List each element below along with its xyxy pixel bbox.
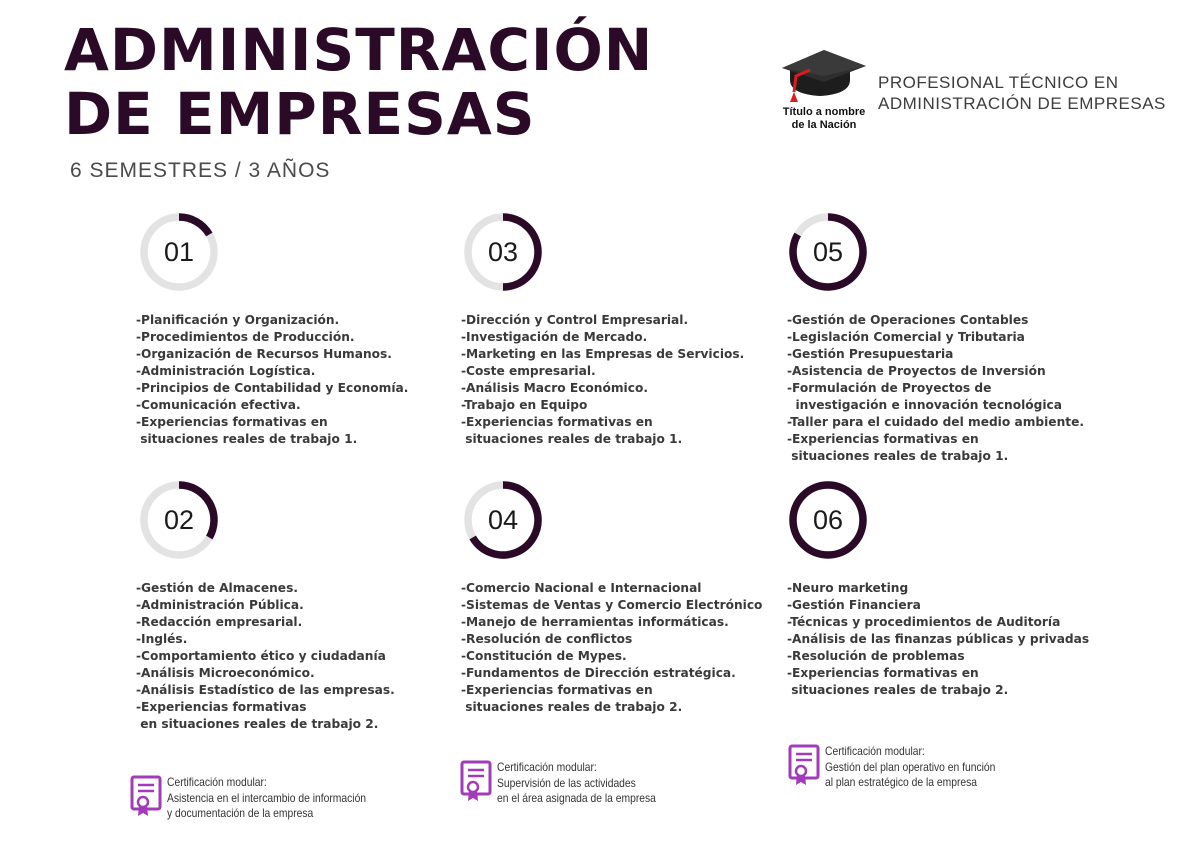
course-item: -Planificación y Organización.: [136, 313, 340, 327]
course-item: -Neuro marketing: [787, 581, 909, 595]
progress-ring: [786, 478, 870, 562]
page-title: [64, 18, 653, 146]
course-item: -Legislación Comercial y Tributaria: [787, 330, 1025, 344]
course-item: -Comportamiento ético y ciudadanía: [136, 649, 386, 663]
course-item: -Administración Logística.: [136, 364, 316, 378]
certification-line: al plan estratégico de la empresa: [825, 775, 978, 789]
certification-modular-2: [460, 760, 780, 820]
progress-ring: [461, 210, 545, 294]
course-item: situaciones reales de trabajo 1.: [461, 432, 683, 446]
certification-line: Asistencia en el intercambio de información: [167, 790, 367, 805]
course-list: [461, 580, 762, 716]
course-list: [136, 312, 408, 448]
certification-line: Supervisión de las actividades: [497, 775, 636, 790]
degree-title: [878, 72, 1166, 114]
certification-text: [497, 760, 656, 807]
course-item: -Experiencias formativas en: [136, 415, 328, 429]
course-list: [461, 312, 744, 448]
course-item: -Manejo de herramientas informáticas.: [461, 615, 729, 629]
course-item: -Experiencias formativas en: [787, 432, 979, 446]
progress-ring: [137, 210, 221, 294]
course-item: -Taller para el cuidado del medio ambiente.: [787, 415, 1084, 429]
course-item: -Gestión Presupuestaria: [787, 347, 954, 361]
certification-label: Certificación modular:: [497, 760, 597, 774]
course-item: -Investigación de Mercado.: [461, 330, 648, 344]
progress-ring: [786, 210, 870, 294]
certificate-icon: [788, 744, 820, 786]
degree-caption: [772, 106, 876, 132]
certification-modular-3: [788, 744, 1108, 804]
course-item: situaciones reales de trabajo 2.: [787, 683, 1009, 697]
course-item: -Experiencias formativas en: [787, 666, 979, 680]
course-item: -Coste empresarial.: [461, 364, 596, 378]
course-item: -Inglés.: [136, 632, 188, 646]
course-item: -Administración Pública.: [136, 598, 304, 612]
course-item: -Procedimientos de Producción.: [136, 330, 355, 344]
course-item: -Experiencias formativas en: [461, 415, 653, 429]
certification-text: [167, 775, 366, 822]
course-item: -Formulación de Proyectos de: [787, 381, 992, 395]
graduation-cap-icon: [780, 46, 866, 106]
course-item: -Gestión de Almacenes.: [136, 581, 298, 595]
certification-modular-1: [130, 775, 450, 835]
degree-caption-line-2: de la Nación: [791, 119, 857, 131]
degree-caption-line-1: Título a nombre: [782, 106, 866, 118]
course-item: -Gestión Financiera: [787, 598, 921, 612]
semester-number: 02: [163, 505, 195, 535]
course-item: -Gestión de Operaciones Contables: [787, 313, 1029, 327]
course-item: -Sistemas de Ventas y Comercio Electrónico: [461, 598, 763, 612]
course-item: -Constitución de Mypes.: [461, 649, 627, 663]
course-item: situaciones reales de trabajo 1.: [136, 432, 358, 446]
course-item: -Principios de Contabilidad y Economía.: [136, 381, 409, 395]
course-list: [136, 580, 395, 733]
course-item: -Marketing en las Empresas de Servicios.: [461, 347, 745, 361]
course-item: -Asistencia de Proyectos de Inversión: [787, 364, 1046, 378]
course-list: [787, 580, 1089, 699]
certificate-icon: [130, 775, 162, 817]
certification-label: Certificación modular:: [825, 744, 925, 758]
course-item: -Análisis Microeconómico.: [136, 666, 315, 680]
course-item: investigación e innovación tecnológica: [787, 398, 1062, 412]
certification-line: y documentación de la empresa: [167, 806, 314, 820]
semester-number: 01: [163, 237, 195, 267]
course-list: [787, 312, 1084, 465]
course-item: -Análisis Estadístico de las empresas.: [136, 683, 395, 697]
certification-label: Certificación modular:: [167, 775, 267, 789]
course-item: -Trabajo en Equipo: [461, 398, 588, 412]
semester-number: 04: [487, 505, 519, 535]
course-item: -Experiencias formativas: [136, 700, 307, 714]
degree-badge: [772, 42, 1182, 142]
certification-text: [825, 744, 995, 791]
course-item: -Análisis de las finanzas públicas y privadas: [787, 632, 1090, 646]
course-item: en situaciones reales de trabajo 2.: [136, 717, 379, 731]
certification-line: Gestión del plan operativo en función: [825, 759, 996, 774]
course-item: -Redacción empresarial.: [136, 615, 303, 629]
title-line-1: ADMINISTRACIÓN: [64, 16, 654, 84]
course-item: -Resolución de conflictos: [461, 632, 633, 646]
course-item: situaciones reales de trabajo 1.: [787, 449, 1009, 463]
semester-number: 03: [487, 237, 519, 267]
course-item: -Técnicas y procedimientos de Auditoría: [787, 615, 1061, 629]
course-item: -Comercio Nacional e Internacional: [461, 581, 702, 595]
course-item: -Resolución de problemas: [787, 649, 965, 663]
semester-number: 06: [812, 505, 844, 535]
semester-number: 05: [812, 237, 844, 267]
degree-title-line-1: PROFESIONAL TÉCNICO EN: [878, 73, 1119, 92]
certificate-icon: [460, 760, 492, 802]
course-item: -Experiencias formativas en: [461, 683, 653, 697]
course-item: -Dirección y Control Empresarial.: [461, 313, 689, 327]
title-line-2: DE EMPRESAS: [64, 80, 536, 148]
progress-ring: [137, 478, 221, 562]
progress-ring: [461, 478, 545, 562]
program-duration: 6 SEMESTRES / 3 AÑOS: [70, 159, 331, 182]
course-item: -Fundamentos de Dirección estratégica.: [461, 666, 736, 680]
course-item: -Organización de Recursos Humanos.: [136, 347, 392, 361]
course-item: -Análisis Macro Económico.: [461, 381, 648, 395]
degree-title-line-2: ADMINISTRACIÓN DE EMPRESAS: [878, 94, 1166, 113]
certification-line: en el área asignada de la empresa: [497, 791, 656, 805]
course-item: situaciones reales de trabajo 2.: [461, 700, 683, 714]
course-item: -Comunicación efectiva.: [136, 398, 301, 412]
